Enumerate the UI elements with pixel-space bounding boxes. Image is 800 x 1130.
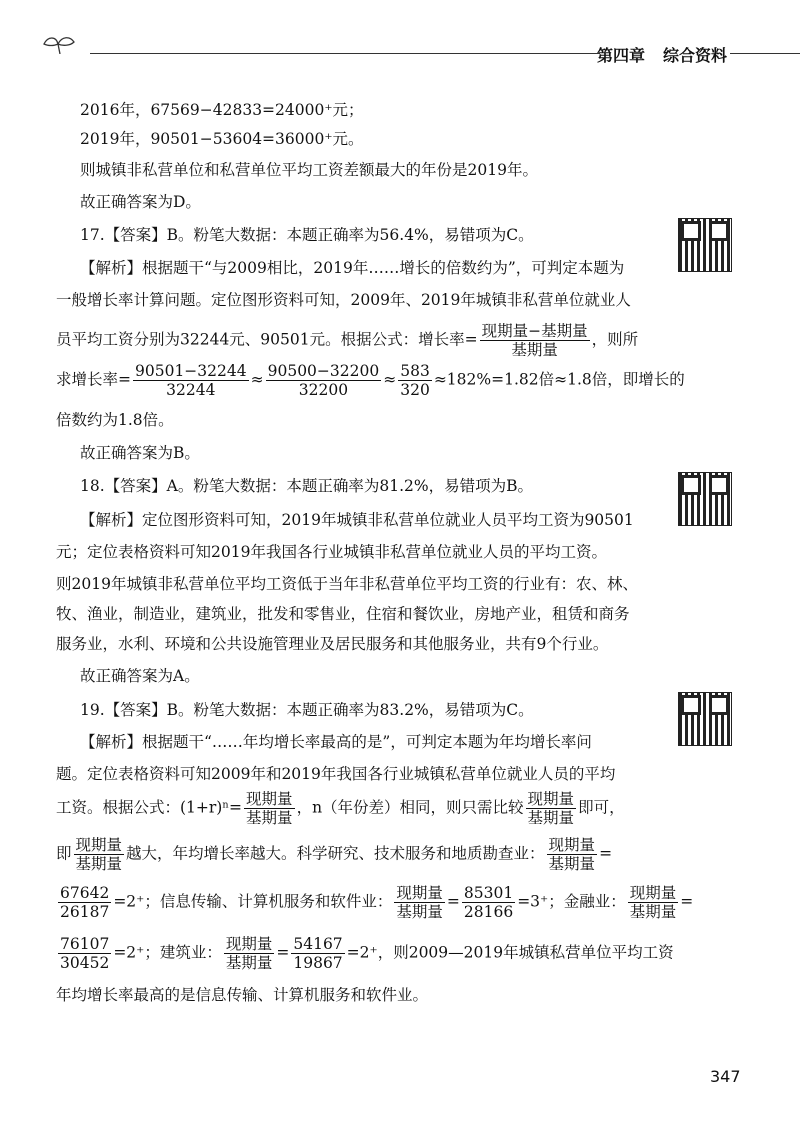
ratio-fraction bbox=[394, 884, 445, 921]
q17-analysis-2: 一般增长率计算问题。定位图形资料可知，2009年、2019年城镇非私营单位就业人 bbox=[56, 291, 631, 309]
ratio-fraction bbox=[526, 790, 577, 827]
q19-text-5a: =2⁺；信息传输、计算机服务和软件业： bbox=[113, 892, 393, 911]
fraction-num: 现期量 bbox=[527, 790, 575, 808]
q19-analysis-5 bbox=[56, 884, 693, 921]
answer-17: 故正确答案为B。 bbox=[80, 444, 200, 462]
approx-sign: ≈ bbox=[250, 370, 264, 389]
qr-code-17[interactable] bbox=[678, 218, 732, 272]
q18-answer: 18.【答案】A。粉笔大数据：本题正确率为81.2%，易错项为B。 bbox=[80, 477, 533, 495]
ratio-fraction bbox=[74, 836, 125, 873]
fraction-den: 26187 bbox=[60, 903, 110, 921]
leaf-icon bbox=[40, 34, 80, 54]
approx-sign: ≈ bbox=[383, 370, 397, 389]
fraction-num: 现期量 bbox=[396, 884, 443, 902]
q17-analysis-3 bbox=[56, 322, 638, 359]
fraction-den: 基期量 bbox=[246, 809, 293, 827]
line-2019: 2019年，90501−53604=36000⁺元。 bbox=[80, 130, 364, 148]
fraction-den: 基期量 bbox=[75, 855, 123, 873]
fraction-num: 76107 bbox=[60, 935, 110, 953]
q18-analysis-3: 则2019年城镇非私营单位平均工资低于当年非私营单位平均工资的行业有：农、林、 bbox=[56, 575, 638, 593]
fraction-den: 基期量 bbox=[629, 903, 677, 921]
equals-sign: = bbox=[446, 892, 460, 911]
q19-analysis-7: 年均增长率最高的是信息传输、计算机服务和软件业。 bbox=[56, 986, 429, 1004]
fraction-den: 基期量 bbox=[396, 903, 443, 921]
q18-analysis-4: 牧、渔业，制造业，建筑业，批发和零售业，住宿和餐饮业，房地产业，租赁和商务 bbox=[56, 605, 630, 623]
science-fraction bbox=[58, 884, 111, 921]
fraction-num: 现期量−基期量 bbox=[481, 322, 588, 340]
q19-answer: 19.【答案】B。粉笔大数据：本题正确率为83.2%，易错项为C。 bbox=[80, 701, 534, 719]
q19-text-3a: 工资。根据公式：(1+r)ⁿ= bbox=[56, 798, 243, 817]
growth-rate-fraction bbox=[480, 322, 590, 359]
q18-analysis-2: 元；定位表格资料可知2019年我国各行业城镇非私营单位就业人员的平均工资。 bbox=[56, 543, 607, 561]
equals-sign: = bbox=[680, 892, 694, 911]
fraction-den: 32200 bbox=[298, 381, 349, 399]
q19-analysis-3 bbox=[56, 790, 625, 827]
q17-analysis-5: 倍数约为1.8倍。 bbox=[56, 411, 174, 429]
q17-analysis-1: 【解析】根据题干“与2009相比，2019年……增长的倍数约为”，可判定本题为 bbox=[80, 259, 625, 277]
fraction-num: 现期量 bbox=[246, 790, 293, 808]
header-rule-right bbox=[730, 53, 800, 54]
fraction-den: 基期量 bbox=[225, 954, 273, 972]
q18-analysis-5: 服务业，水利、环境和公共设施管理业及居民服务和其他服务业，共有9个行业。 bbox=[56, 635, 609, 653]
running-header bbox=[30, 30, 770, 70]
conclusion-line: 则城镇非私营单位和私营单位平均工资差额最大的年份是2019年。 bbox=[80, 161, 538, 179]
fraction-num: 85301 bbox=[463, 884, 514, 902]
equals-sign: = bbox=[599, 844, 613, 863]
q19-analysis-1: 【解析】根据题干“……年均增长率最高的是”，可判定本题为年均增长率问 bbox=[80, 733, 592, 751]
q17-text-3a: 员平均工资分别为32244元、90501元。根据公式：增长率= bbox=[56, 330, 478, 349]
q19-analysis-4 bbox=[56, 836, 612, 873]
fraction-den: 30452 bbox=[60, 954, 110, 972]
q18-analysis-1: 【解析】定位图形资料可知，2019年城镇非私营单位就业人员平均工资为90501 bbox=[80, 511, 634, 529]
q17-text-3b: ，则所 bbox=[591, 330, 639, 349]
it-fraction bbox=[462, 884, 515, 921]
finance-fraction bbox=[58, 935, 111, 972]
q19-analysis-6 bbox=[56, 935, 674, 972]
q19-text-6a: =2⁺；建筑业： bbox=[113, 943, 222, 962]
q19-text-3c: 即可， bbox=[578, 798, 625, 817]
q19-text-3b: ，n（年份差）相同，则只需比较 bbox=[296, 798, 524, 817]
equals-sign: = bbox=[276, 943, 290, 962]
page-number: 347 bbox=[710, 1067, 741, 1086]
q17-answer: 17.【答案】B。粉笔大数据：本题正确率为56.4%，易错项为C。 bbox=[80, 226, 534, 244]
chapter-title bbox=[597, 43, 745, 66]
fraction-num: 583 bbox=[400, 362, 430, 380]
fraction-num: 90501−32244 bbox=[135, 362, 247, 380]
calc-fraction-1 bbox=[133, 362, 249, 399]
fraction-den: 320 bbox=[400, 381, 430, 399]
q19-text-6b: =2⁺，则2009—2019年城镇私营单位平均工资 bbox=[346, 943, 674, 962]
construction-fraction bbox=[291, 935, 344, 972]
q19-text-4b: 越大，年均增长率越大。科学研究、技术服务和地质勘查业： bbox=[126, 844, 545, 863]
line-2016: 2016年，67569−42833=24000⁺元； bbox=[80, 101, 364, 119]
chapter-label: 第四章 bbox=[597, 46, 646, 65]
q17-calc-suffix: ≈182%=1.82倍≈1.8倍，即增长的 bbox=[433, 370, 685, 389]
ratio-fraction bbox=[547, 836, 598, 873]
ratio-fraction bbox=[244, 790, 295, 827]
calc-fraction-3 bbox=[398, 362, 432, 399]
fraction-den: 基期量 bbox=[511, 341, 558, 359]
header-rule-left bbox=[90, 53, 600, 54]
fraction-num: 现期量 bbox=[548, 836, 596, 854]
fraction-den: 19867 bbox=[293, 954, 343, 972]
qr-code-19[interactable] bbox=[678, 692, 732, 746]
fraction-num: 90500−32200 bbox=[267, 362, 380, 380]
section-label: 综合资料 bbox=[663, 46, 728, 65]
fraction-num: 67642 bbox=[60, 884, 110, 902]
fraction-num: 现期量 bbox=[75, 836, 123, 854]
qr-code-18[interactable] bbox=[678, 472, 732, 526]
answer-18: 故正确答案为A。 bbox=[80, 667, 200, 685]
ratio-fraction bbox=[628, 884, 679, 921]
fraction-den: 基期量 bbox=[527, 809, 575, 827]
q19-analysis-2: 题。定位表格资料可知2009年和2019年我国各行业城镇私营单位就业人员的平均 bbox=[56, 765, 616, 783]
ratio-fraction bbox=[224, 935, 275, 972]
calc-fraction-2 bbox=[266, 362, 382, 399]
fraction-num: 现期量 bbox=[225, 935, 273, 953]
q17-calc-prefix: 求增长率= bbox=[56, 370, 131, 389]
fraction-num: 现期量 bbox=[629, 884, 677, 902]
q19-text-4a: 即 bbox=[56, 844, 72, 863]
fraction-den: 32244 bbox=[166, 381, 216, 399]
fraction-den: 28166 bbox=[463, 903, 514, 921]
fraction-den: 基期量 bbox=[548, 855, 596, 873]
fraction-num: 54167 bbox=[293, 935, 343, 953]
answer-16: 故正确答案为D。 bbox=[80, 193, 201, 211]
q17-calculation bbox=[56, 362, 685, 399]
q19-text-5b: =3⁺；金融业： bbox=[517, 892, 626, 911]
